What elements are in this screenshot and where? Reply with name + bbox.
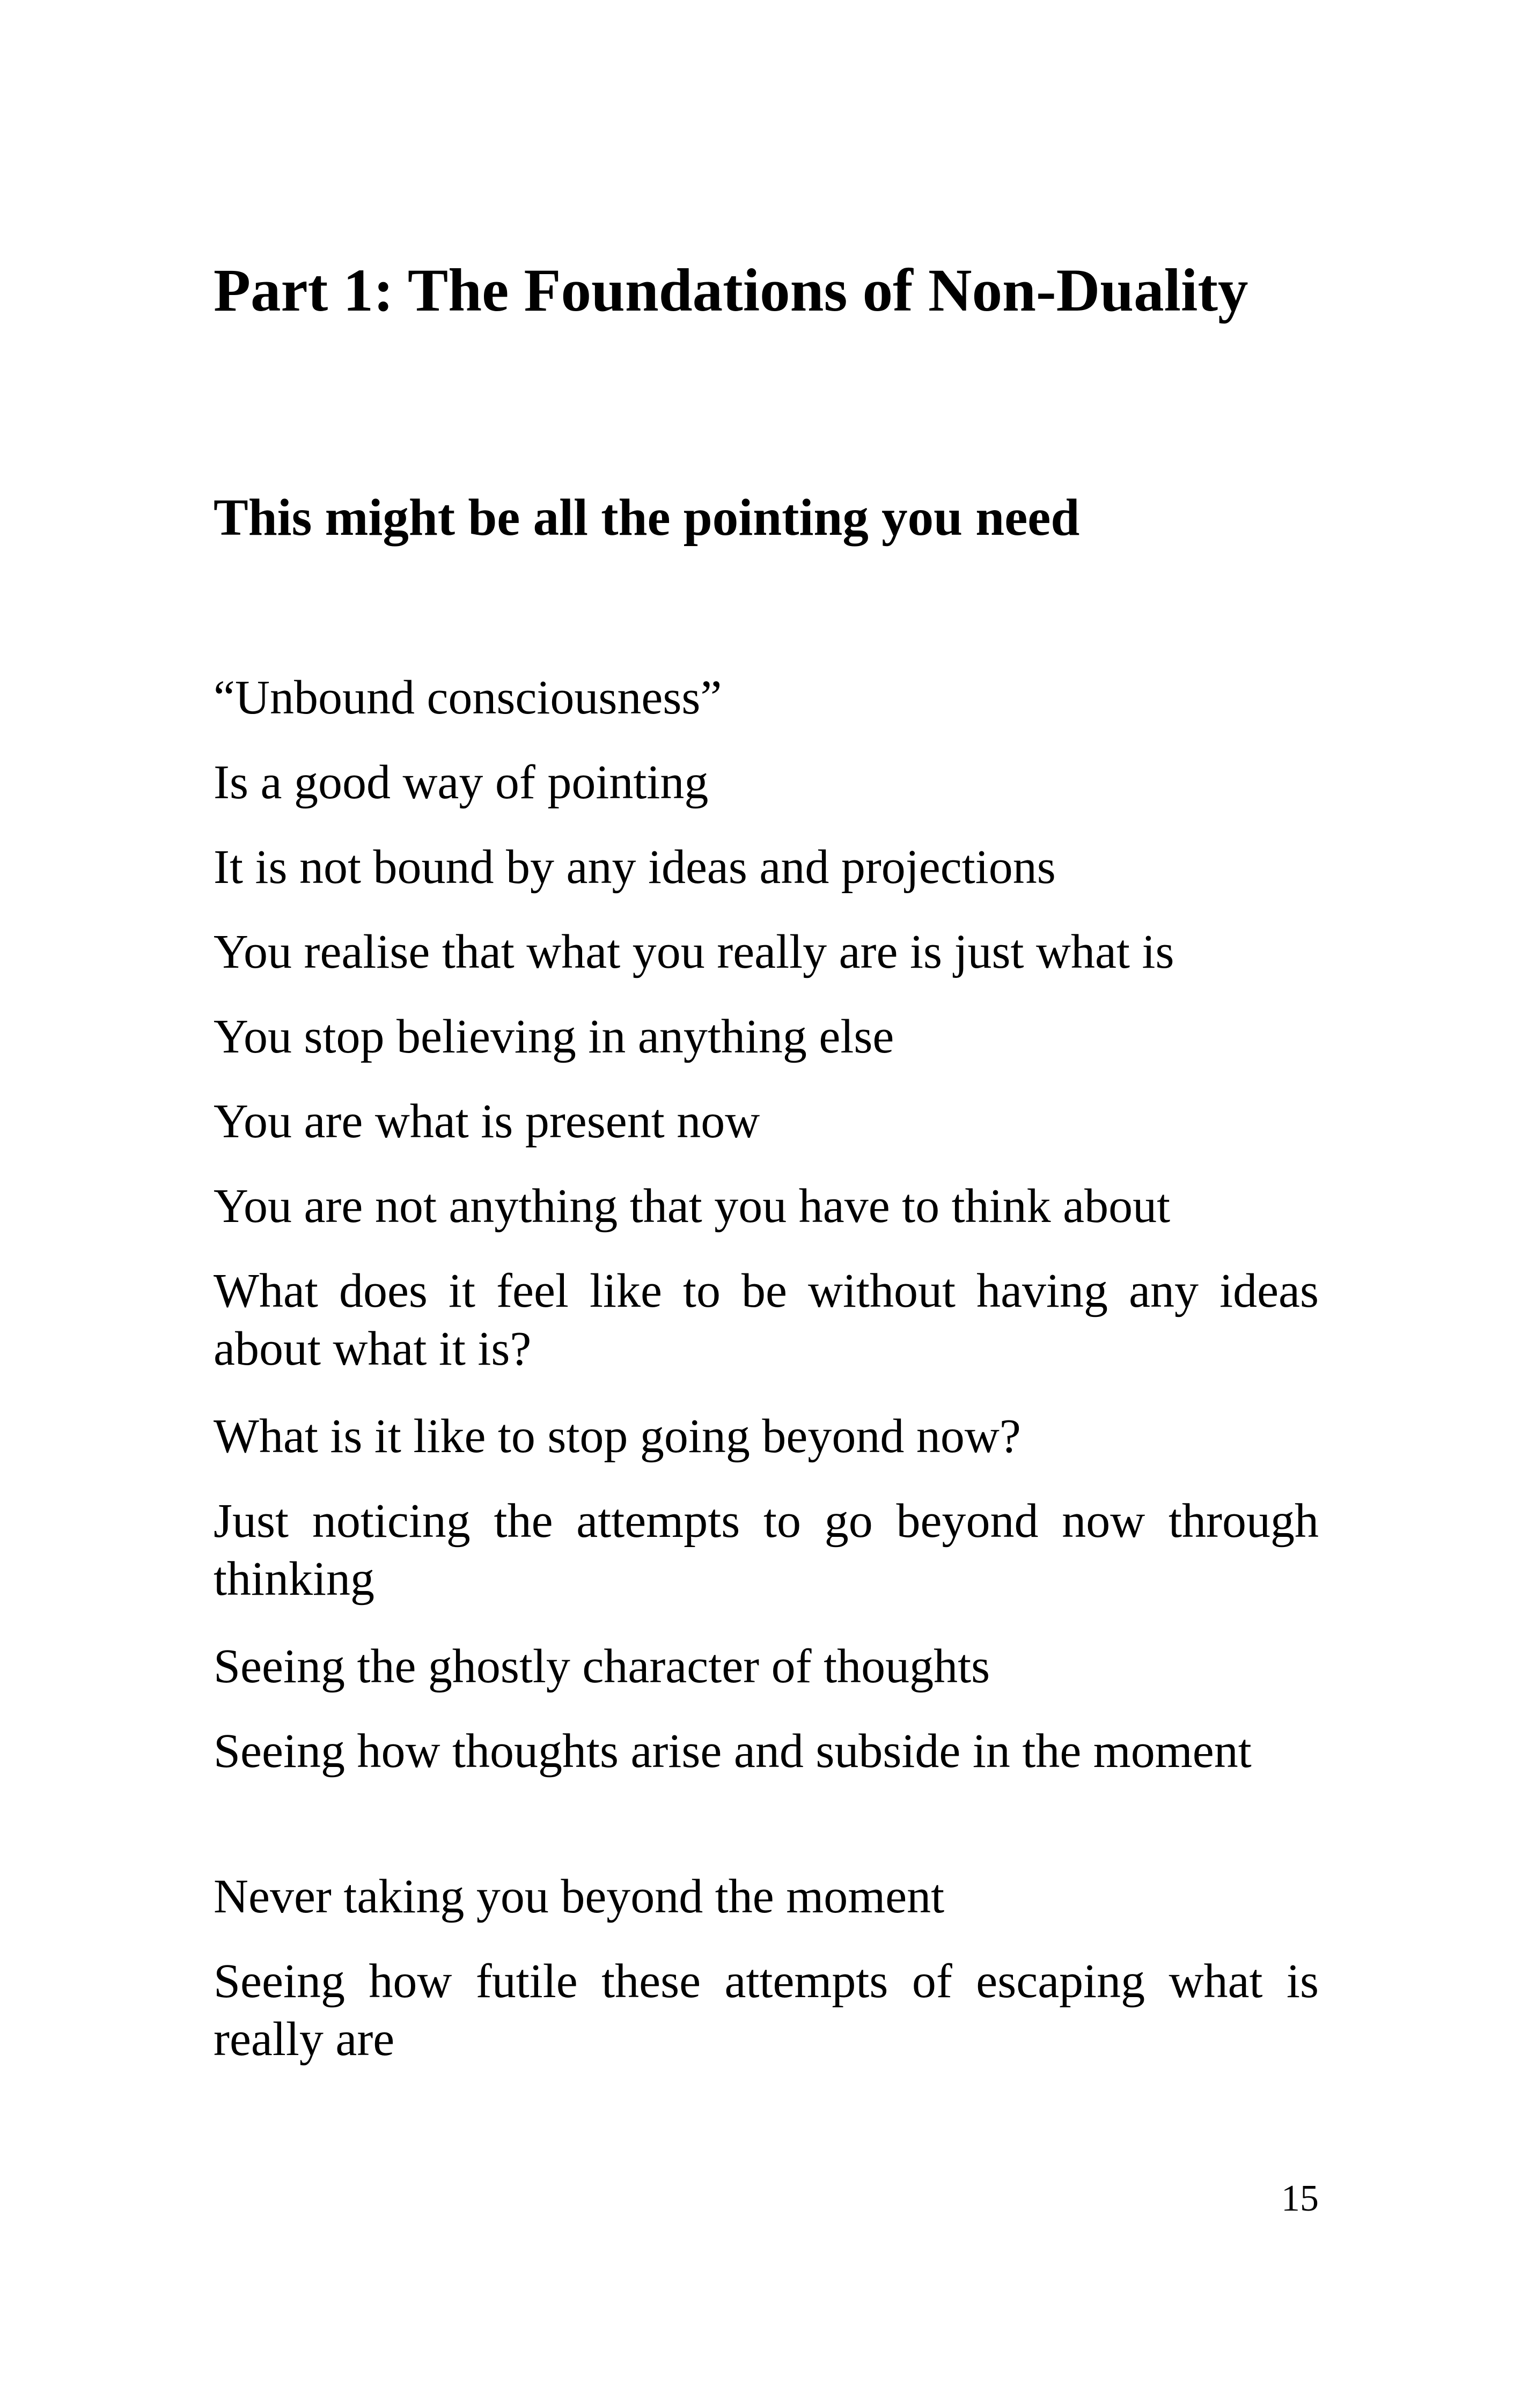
body-line: What does it feel like to be without having any ideas about what it is?	[214, 1264, 1319, 1375]
body-line: You stop believing in anything else	[214, 1010, 894, 1063]
body-line: It is not bound by any ideas and projections	[214, 841, 1056, 894]
body-line: Never taking you beyond the moment	[214, 1870, 945, 1923]
body-line: Seeing how futile these attempts of escaping what is really are	[214, 1955, 1319, 2066]
body-line: You are not anything that you have to think about	[214, 1180, 1171, 1233]
body-line: You realise that what you really are is just what is	[214, 925, 1174, 978]
body-line: “Unbound consciousness”	[214, 671, 722, 724]
page-number: 15	[1281, 2178, 1319, 2219]
body-line: Just noticing the attempts to go beyond now through thinking	[214, 1494, 1319, 1606]
body-line: Seeing the ghostly character of thoughts	[214, 1640, 990, 1693]
chapter-title: Part 1: The Foundations of Non-Duality	[214, 257, 1248, 324]
body-line: What is it like to stop going beyond now?	[214, 1410, 1021, 1463]
body-line: Is a good way of pointing	[214, 756, 709, 809]
body-line: You are what is present now	[214, 1095, 760, 1148]
body-line: Seeing how thoughts arise and subside in the moment	[214, 1725, 1252, 1778]
section-subtitle: This might be all the pointing you need	[214, 489, 1080, 546]
